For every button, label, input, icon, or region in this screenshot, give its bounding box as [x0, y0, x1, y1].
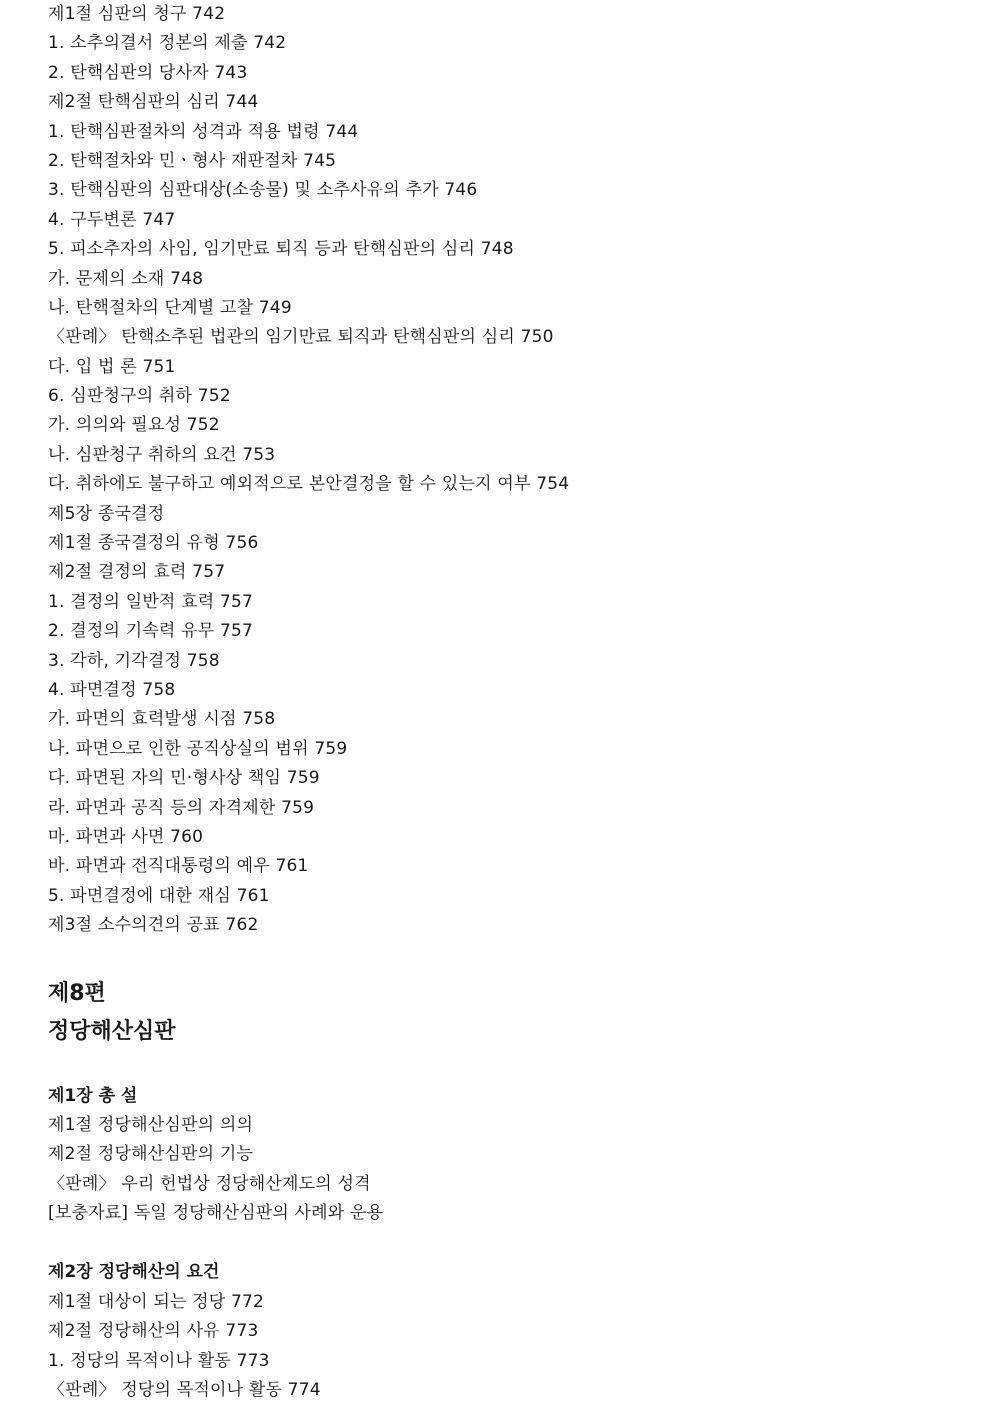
toc-entry: 제1절 대상이 되는 정당 772: [48, 1291, 265, 1312]
toc-entry: 〈판례〉 정당의 목적이나 활동 774: [48, 1380, 321, 1401]
part-number: 제8편: [48, 980, 106, 1006]
toc-entry: 1. 소추의결서 정본의 제출 742: [48, 33, 287, 54]
toc-entry: 1. 정당의 목적이나 활동 773: [48, 1350, 270, 1371]
toc-entry: 5. 파면결정에 대한 재심 761: [48, 885, 270, 906]
toc-entry: 4. 구두변론 747: [48, 209, 176, 230]
part-title: 정당해산심판: [48, 1018, 176, 1044]
toc-entry: 마. 파면과 사면 760: [48, 826, 204, 847]
toc-entry: 다. 입 법 론 751: [48, 356, 176, 377]
chapter-heading: 제1장 총 설: [48, 1085, 138, 1106]
toc-entry: 〈판례〉 탄핵소추된 법관의 임기만료 퇴직과 탄핵심판의 심리 750: [48, 327, 554, 348]
toc-entry: 2. 결정의 기속력 유무 757: [48, 621, 254, 642]
toc-entry: 다. 취하에도 불구하고 예외적으로 본안결정을 할 수 있는지 여부 754: [48, 474, 570, 495]
toc-entry: 나. 파면으로 인한 공직상실의 범위 759: [48, 738, 348, 759]
toc-entry: 가. 파면의 효력발생 시점 758: [48, 709, 276, 730]
toc-entry: 제1절 심판의 청구 742: [48, 4, 226, 24]
toc-entry: 3. 탄핵심판의 심판대상(소송물) 및 소추사유의 추가 746: [48, 180, 478, 201]
toc-entry: 1. 탄핵심판절차의 성격과 적용 법령 744: [48, 121, 359, 142]
toc-entry: 제2절 결정의 효력 757: [48, 562, 226, 583]
chapter1-section: [48, 1082, 948, 1229]
toc-entry: 3. 각하, 기각결정 758: [48, 650, 220, 671]
toc-entry: 제2절 탄핵심판의 심리 744: [48, 92, 259, 113]
toc-entry: 4. 파면결정 758: [48, 679, 176, 700]
toc-entry: 제2절 정당해산의 사유 773: [48, 1321, 259, 1342]
toc-entry: 제5장 종국결정: [48, 503, 165, 524]
toc-entry: 다. 파면된 자의 민·형사상 책임 759: [48, 768, 320, 789]
toc-entry: 2. 탄핵절차와 민ㆍ형사 재판절차 745: [48, 150, 337, 171]
toc-entry: 제1절 정당해산심판의 의의: [48, 1114, 254, 1135]
toc-entry: 2. 탄핵심판의 당사자 743: [48, 62, 248, 83]
toc-entry: 6. 심판청구의 취하 752: [48, 386, 231, 407]
chapter-heading: 제2장 정당해산의 요건: [48, 1262, 220, 1283]
chapter2-section: [48, 1258, 948, 1405]
toc-entry: 가. 의의와 필요성 752: [48, 415, 220, 436]
toc-entry: 제3절 소수의견의 공표 762: [48, 915, 259, 936]
toc-entry: 나. 탄핵절차의 단계별 고찰 749: [48, 297, 292, 318]
toc-entry: 5. 피소추자의 사임, 임기만료 퇴직 등과 탄핵심판의 심리 748: [48, 239, 514, 260]
toc-entry: 바. 파면과 전직대통령의 예우 761: [48, 856, 309, 877]
toc-entry: 가. 문제의 소재 748: [48, 268, 204, 289]
part8-heading: [48, 975, 948, 1051]
toc-part7-tail: [48, 0, 948, 941]
toc-entry: 〈판례〉 우리 헌법상 정당해산제도의 성격: [48, 1173, 371, 1194]
toc-entry: 제1절 종국결정의 유형 756: [48, 533, 259, 554]
toc-entry: 1. 결정의 일반적 효력 757: [48, 591, 254, 612]
toc-entry: 제2절 정당해산심판의 기능: [48, 1144, 254, 1165]
toc-entry: 나. 심판청구 취하의 요건 753: [48, 444, 276, 465]
toc-entry: [보충자료] 독일 정당해산심판의 사례와 운용: [48, 1203, 384, 1224]
toc-entry: 라. 파면과 공직 등의 자격제한 759: [48, 797, 315, 818]
toc-page: [48, 0, 948, 1405]
